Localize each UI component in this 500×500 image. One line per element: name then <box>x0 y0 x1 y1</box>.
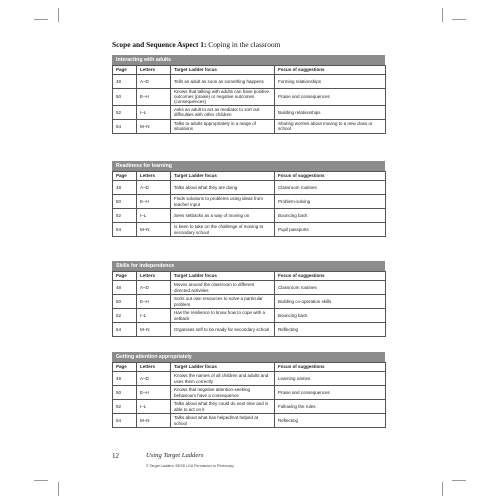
table-row <box>113 323 386 337</box>
table-cell: Pupil passports <box>275 223 386 237</box>
table-cell: Finds solutions to problems using ideas from teacher input <box>171 195 275 209</box>
table-cell: M–N <box>137 323 171 337</box>
table-row <box>113 295 386 309</box>
table-cell: 48 <box>113 281 137 295</box>
table-cell: 54 <box>113 119 137 133</box>
table-cell: Sees setbacks as a way of moving on <box>171 209 275 223</box>
table-cell: A–D <box>137 372 171 386</box>
column-header: Target Ladder focus <box>171 272 275 281</box>
table-cell: Problem-solving <box>275 195 386 209</box>
table-row <box>113 105 386 119</box>
table-cell: Praise and consequences <box>275 386 386 400</box>
table-cell: A–D <box>137 75 171 89</box>
table-row <box>113 89 386 106</box>
section-table <box>112 261 385 337</box>
table-row <box>113 119 386 133</box>
section-table <box>112 55 385 134</box>
table-row <box>113 414 386 428</box>
table-cell: Classroom routines <box>275 181 386 195</box>
table-cell: Building relationships <box>275 105 386 119</box>
crop-mark <box>452 19 466 20</box>
table-cell: 54 <box>113 323 137 337</box>
column-header: Letters <box>137 66 171 75</box>
table-cell: M–N <box>137 119 171 133</box>
table-cell: I–L <box>137 400 171 414</box>
table-header-row <box>113 363 386 372</box>
table-cell: Praise and consequences <box>275 89 386 106</box>
table-cell: 48 <box>113 75 137 89</box>
table-cell: 52 <box>113 105 137 119</box>
table-cell: 50 <box>113 89 137 106</box>
column-header: Page <box>113 272 137 281</box>
table-row <box>113 181 386 195</box>
crop-mark <box>58 482 59 496</box>
crop-mark <box>442 482 443 496</box>
table-cell: Talks to adults appropriately in a range of situations <box>171 119 275 133</box>
table-cell: Following the rules <box>275 400 386 414</box>
table-row <box>113 386 386 400</box>
page-title <box>112 40 280 49</box>
table-row <box>113 309 386 323</box>
table-cell: Knows the names of all children and adults and uses them correctly <box>171 372 275 386</box>
scope-table <box>112 271 386 337</box>
section-table <box>112 352 385 428</box>
table-cell: Forming relationships <box>275 75 386 89</box>
column-header: Page <box>113 66 137 75</box>
table-cell: Bouncing back <box>275 209 386 223</box>
table-cell: A–D <box>137 181 171 195</box>
table-cell: Building co-operation skills <box>275 295 386 309</box>
table-cell: Talks about what they are doing <box>171 181 275 195</box>
column-header: Target Ladder focus <box>171 172 275 181</box>
scope-table <box>112 65 386 134</box>
table-row <box>113 372 386 386</box>
crop-mark <box>34 19 48 20</box>
table-row <box>113 400 386 414</box>
table-cell: Is keen to take on the challenge of moving to secondary school <box>171 223 275 237</box>
section-header: Getting attention appropriately <box>112 352 385 362</box>
footer-copyright: © Target Ladders: BESD LDA Permission to Photocopy <box>146 464 234 468</box>
crop-mark <box>442 8 443 22</box>
table-cell: Knows that talking with adults can have positive outcomes (praise) or negative outcomes (consequences) <box>171 89 275 106</box>
table-cell: Has the resilience to know how to cope with a setback <box>171 309 275 323</box>
table-cell: E–H <box>137 195 171 209</box>
table-cell: 48 <box>113 181 137 195</box>
column-header: Letters <box>137 363 171 372</box>
column-header: Target Ladder focus <box>171 363 275 372</box>
table-cell: Reflecting <box>275 323 386 337</box>
table-cell: Sharing worries about moving to a new class or school <box>275 119 386 133</box>
scope-table <box>112 171 386 237</box>
table-cell: I–L <box>137 105 171 119</box>
table-cell: A–D <box>137 281 171 295</box>
table-cell: 48 <box>113 372 137 386</box>
crop-mark <box>34 480 48 481</box>
table-cell: 52 <box>113 209 137 223</box>
table-cell: Tells an adult as soon as something happens <box>171 75 275 89</box>
table-cell: Bouncing back <box>275 309 386 323</box>
table-row <box>113 209 386 223</box>
column-header: Page <box>113 172 137 181</box>
crop-mark <box>452 480 466 481</box>
column-header: Letters <box>137 172 171 181</box>
table-row <box>113 75 386 89</box>
table-cell: Organises self to be ready for secondary school <box>171 323 275 337</box>
section-table <box>112 161 385 237</box>
table-cell: Classroom routines <box>275 281 386 295</box>
footer-page-number: 12 <box>112 452 119 460</box>
table-cell: E–H <box>137 295 171 309</box>
column-header: Target Ladder focus <box>171 66 275 75</box>
table-cell: Learning names <box>275 372 386 386</box>
table-cell: 52 <box>113 400 137 414</box>
table-row <box>113 281 386 295</box>
table-cell: 54 <box>113 223 137 237</box>
table-cell: M–N <box>137 223 171 237</box>
page-title-bold: Scope and Sequence Aspect 1: <box>112 40 207 49</box>
table-row <box>113 195 386 209</box>
section-header: Interacting with adults <box>112 55 385 65</box>
table-header-row <box>113 66 386 75</box>
table-cell: Asks an adult to act as mediator to sort out difficulties with other children <box>171 105 275 119</box>
table-cell: M–N <box>137 414 171 428</box>
column-header: Letters <box>137 272 171 281</box>
table-cell: Talks about what has helped/not helped at school <box>171 414 275 428</box>
column-header: Focus of suggestions <box>275 66 386 75</box>
scope-table <box>112 362 386 428</box>
table-cell: I–L <box>137 309 171 323</box>
column-header: Page <box>113 363 137 372</box>
section-header: Readiness for learning <box>112 161 385 171</box>
table-cell: I–L <box>137 209 171 223</box>
table-cell: 52 <box>113 309 137 323</box>
column-header: Focus of suggestions <box>275 363 386 372</box>
table-cell: 54 <box>113 414 137 428</box>
table-cell: Talks about what they could do next time and is able to act on it <box>171 400 275 414</box>
table-cell: Reflecting <box>275 414 386 428</box>
column-header: Focus of suggestions <box>275 172 386 181</box>
table-cell: E–H <box>137 386 171 400</box>
table-header-row <box>113 272 386 281</box>
table-cell: 50 <box>113 295 137 309</box>
table-cell: E–H <box>137 89 171 106</box>
crop-mark <box>58 8 59 22</box>
section-header: Skills for independence <box>112 261 385 271</box>
table-cell: 50 <box>113 195 137 209</box>
table-cell: Sorts out own resources to solve a particular problem <box>171 295 275 309</box>
table-cell: Knows that negative attention-seeking behaviours have a consequence <box>171 386 275 400</box>
table-header-row <box>113 172 386 181</box>
table-cell: Moves around the classroom to different directed activities <box>171 281 275 295</box>
page-title-rest: Coping in the classroom <box>206 40 281 49</box>
table-cell: 50 <box>113 386 137 400</box>
table-row <box>113 223 386 237</box>
footer-book-title: Using Target Ladders <box>146 452 204 459</box>
column-header: Focus of suggestions <box>275 272 386 281</box>
